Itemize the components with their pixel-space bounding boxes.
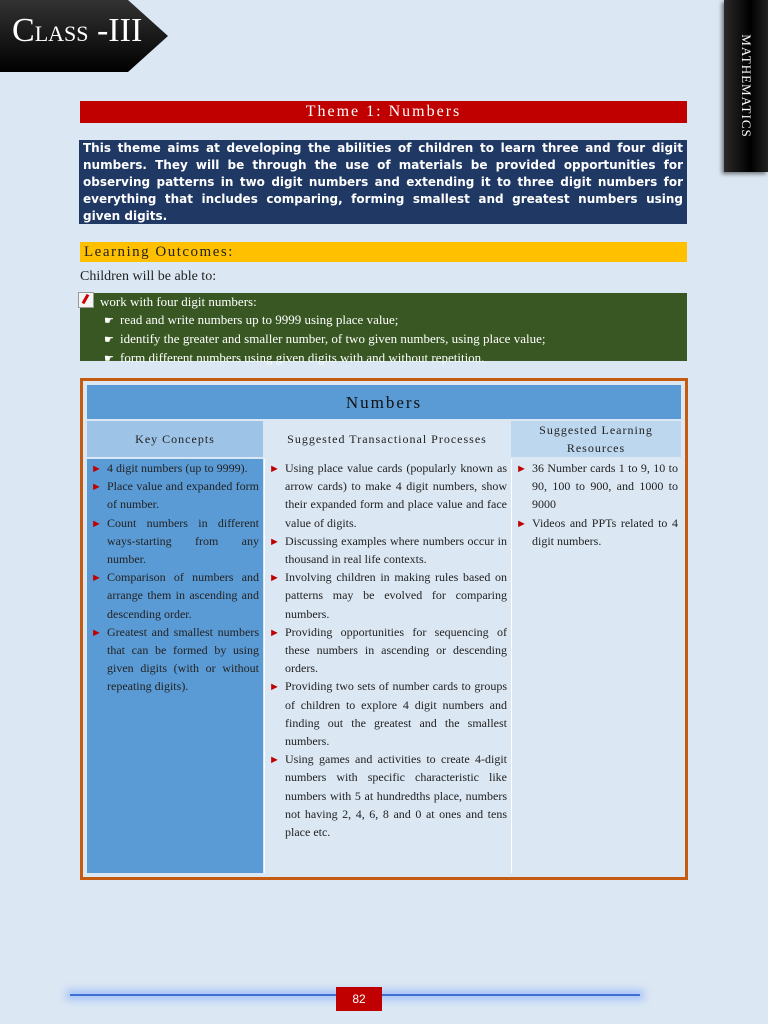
arrow-icon: ► — [269, 463, 280, 475]
list-item: ► Using place value cards (popularly known as arrow cards) to make 4 digit numbers, show their expanded form and place value and face value of digits. — [269, 461, 507, 530]
list-item: ► Involving children in making rules based on patterns may be evolved for comparing numbers. — [269, 570, 507, 621]
processes-column — [264, 459, 511, 873]
arrow-icon: ► — [269, 754, 280, 767]
list-item: ► 4 digit numbers (up to 9999). — [107, 459, 259, 477]
learning-outcomes-box — [80, 293, 687, 365]
list-item: ☛ read and write numbers up to 9999 using place value; — [104, 311, 545, 330]
numbers-table — [80, 378, 688, 880]
list-item: ► Providing opportunities for sequencing of these numbers in ascending or descending orders. — [269, 624, 507, 676]
header-processes: Suggested Transactional Processes — [264, 421, 510, 457]
arrow-icon: ► — [516, 463, 527, 475]
arrow-icon: ► — [91, 463, 102, 475]
page-number: 82 — [336, 987, 382, 1011]
arrow-icon: ► — [91, 626, 102, 639]
list-item: ► Place value and expanded form of number. — [91, 479, 259, 512]
pointing-hand-icon: ☛ — [104, 334, 114, 346]
arrow-icon: ► — [269, 535, 280, 548]
pointing-hand-icon: ☛ — [104, 353, 114, 365]
outcome-list — [104, 311, 545, 368]
table-title: Numbers — [87, 385, 681, 419]
learning-outcomes-lead: Children will be able to: — [80, 269, 217, 284]
arrow-icon: ► — [91, 481, 102, 494]
header-key-concepts: Key Concepts — [87, 421, 263, 457]
header-resources: Suggested Learning Resources — [511, 421, 681, 457]
list-item: ► Videos and PPTs related to 4 digit numbers. — [516, 515, 678, 548]
intro-paragraph: This theme aims at developing the abilities of children to learn three and four digit numbers. They will be through the use of materials be provided opportunities for observing patterns in two digit numbers and extending it to three digit numbers for everything that includes comparing, forming smallest and greatest numbers using given digits. — [79, 140, 687, 224]
arrow-icon: ► — [91, 517, 102, 530]
pointing-hand-icon: ☛ — [104, 315, 114, 327]
theme-title: Theme 1: Numbers — [80, 101, 687, 123]
list-item: ► Using games and activities to create 4-digit numbers with specific characteristic like numbers with 5 at hundredths place, numbers not having 2, 4, 6, 8 and 0 at ones and tens place etc. — [269, 752, 507, 840]
class-label: CLASS -III — [12, 12, 143, 49]
list-item: ► 36 Number cards 1 to 9, 10 to 90, 100 to 900, and 1000 to 9000 — [516, 461, 678, 512]
arrow-icon: ► — [91, 572, 102, 585]
resources-column — [511, 459, 682, 873]
arrow-icon: ► — [269, 681, 280, 694]
arrow-icon: ► — [269, 626, 280, 639]
subject-tab — [724, 0, 768, 172]
list-item: ► Comparison of numbers and arrange them in ascending and descending order. — [91, 570, 259, 621]
list-item: ☛ identify the greater and smaller number, of two given numbers, using place value; — [104, 330, 545, 349]
list-item: ► Count numbers in different ways-starting from any number. — [91, 515, 259, 567]
note-icon — [78, 292, 94, 308]
key-concepts-column — [87, 459, 263, 873]
list-item: ► Greatest and smallest numbers that can be formed by using given digits (with or without repeating digits). — [91, 624, 259, 694]
list-item: ► Providing two sets of number cards to groups of children to explore 4 digit numbers and finding out the greatest and the smallest numbers. — [269, 679, 507, 749]
arrow-icon: ► — [516, 517, 527, 530]
learning-outcomes-title: Learning Outcomes: — [80, 242, 687, 262]
class-badge — [0, 0, 170, 72]
subject-label: MATHEMATICS — [739, 34, 754, 138]
list-item: ► Discussing examples where numbers occur in thousand in real life contexts. — [269, 533, 507, 567]
outcome-main: work with four digit numbers: — [100, 294, 257, 309]
arrow-icon: ► — [269, 572, 280, 585]
list-item: ☛ form different numbers using given digits with and without repetition. — [104, 349, 545, 368]
